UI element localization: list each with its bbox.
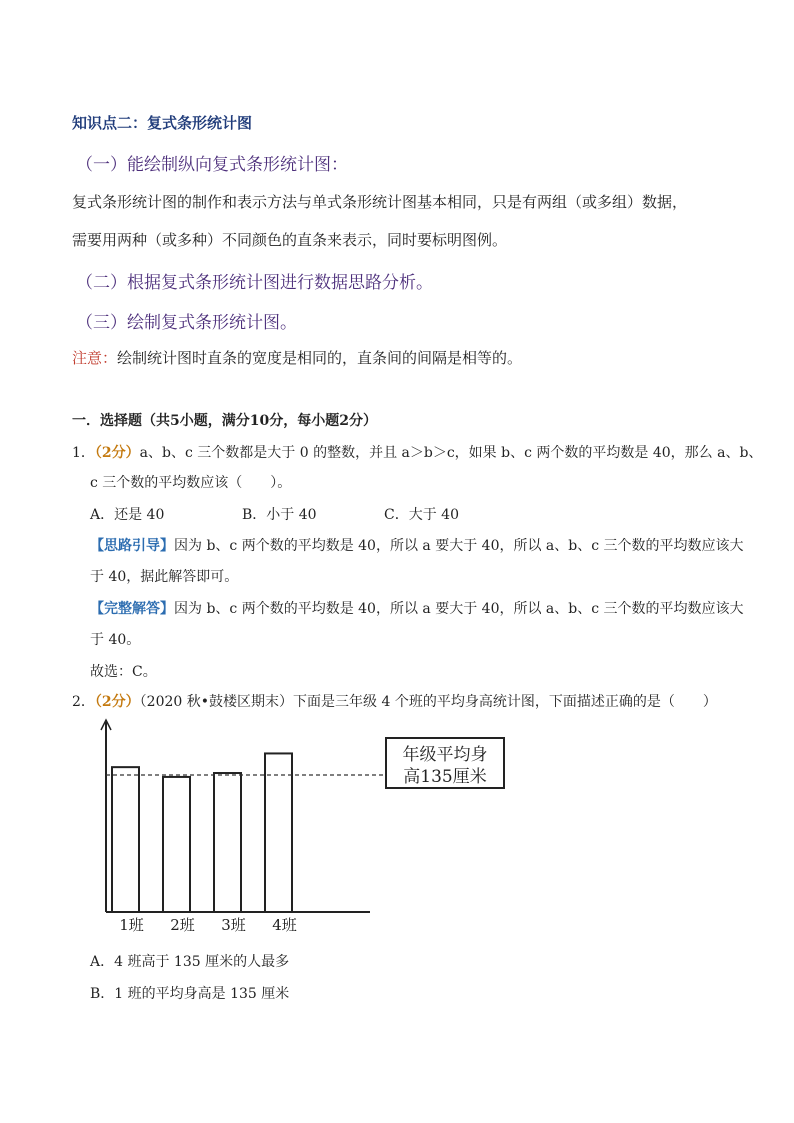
question-1-stem-a: a、b、c 三个数都是大于 0 的整数，并且 a＞b＞c，如果 b、c 两个数的平均数是 40，那么 a、b、 (139, 445, 763, 461)
tick-label-2: 2班 (170, 916, 195, 934)
bar-2 (163, 777, 190, 912)
answer-text-a: 因为 b、c 两个数的平均数是 40，所以 a 要大于 40，所以 a、b、c 三个数的平均数应该大 (174, 601, 744, 617)
note-label: 注意： (72, 349, 118, 367)
question-2-option-b: B．1 班的平均身高是 135 厘米 (90, 986, 290, 1002)
question-1-option-a: A．还是 40 (90, 507, 165, 523)
paragraph-line-1: 复式条形统计图的制作和表示方法与单式条形统计图基本相同，只是有两组（或多组）数据， (72, 193, 688, 211)
answer-text-b: 于 40。 (90, 632, 141, 648)
bar-3 (214, 773, 241, 912)
point-one: （一）能绘制纵向复式条形统计图： (76, 155, 348, 175)
question-1-stem-b: c 三个数的平均数应该（ ）。 (90, 475, 292, 491)
point-two: （二）根据复式条形统计图进行数据思路分析。 (76, 273, 433, 293)
question-1-hint (90, 535, 744, 555)
annotation-line-2: 高135厘米 (403, 767, 487, 787)
question-2-number: 2． (72, 694, 95, 710)
section-title: 知识点二：复式条形统计图 (72, 114, 253, 132)
question-1-stem (72, 442, 762, 462)
question-1-option-c: C．大于 40 (384, 507, 459, 523)
hint-text-a: 因为 b、c 两个数的平均数是 40，所以 a 要大于 40，所以 a、b、c 三个数的平均数应该大 (174, 538, 744, 554)
height-bar-chart (80, 718, 540, 938)
hint-label: 【思路引导】 (90, 538, 174, 554)
chart-bars (112, 753, 292, 912)
hint-text-b: 于 40，据此解答即可。 (90, 569, 239, 585)
question-2-stem-text: （2020 秋•鼓楼区期末）下面是三年级 4 个班的平均身高统计图，下面描述正确的是（ ） (139, 694, 717, 710)
reference-annotation (386, 738, 504, 788)
question-2-score: （2分） (94, 694, 140, 710)
question-2-stem (72, 691, 717, 711)
point-three: （三）绘制复式条形统计图。 (76, 313, 297, 333)
note (72, 347, 522, 368)
bar-4 (265, 753, 292, 912)
question-1-answer (90, 598, 744, 618)
tick-label-4: 4班 (272, 916, 297, 934)
answer-choice: 故选：C。 (90, 664, 157, 680)
answer-label: 【完整解答】 (90, 601, 174, 617)
question-1-number: 1． (72, 445, 95, 461)
part-title: 一．选择题（共5小题，满分10分，每小题2分） (72, 413, 377, 429)
question-1-option-b: B．小于 40 (242, 507, 317, 523)
bar-1 (112, 767, 139, 912)
note-text: 绘制统计图时直条的宽度是相同的，直条间的间隔是相等的。 (117, 349, 523, 367)
tick-label-3: 3班 (221, 916, 246, 934)
paragraph-line-2: 需要用两种（或多种）不同颜色的直条来表示，同时要标明图例。 (72, 231, 508, 249)
annotation-line-1: 年级平均身 (402, 745, 488, 765)
tick-label-1: 1班 (119, 916, 144, 934)
chart-tick-labels (119, 916, 297, 934)
question-2-option-a: A．4 班高于 135 厘米的人最多 (90, 954, 290, 970)
question-1-score: （2分） (94, 445, 140, 461)
